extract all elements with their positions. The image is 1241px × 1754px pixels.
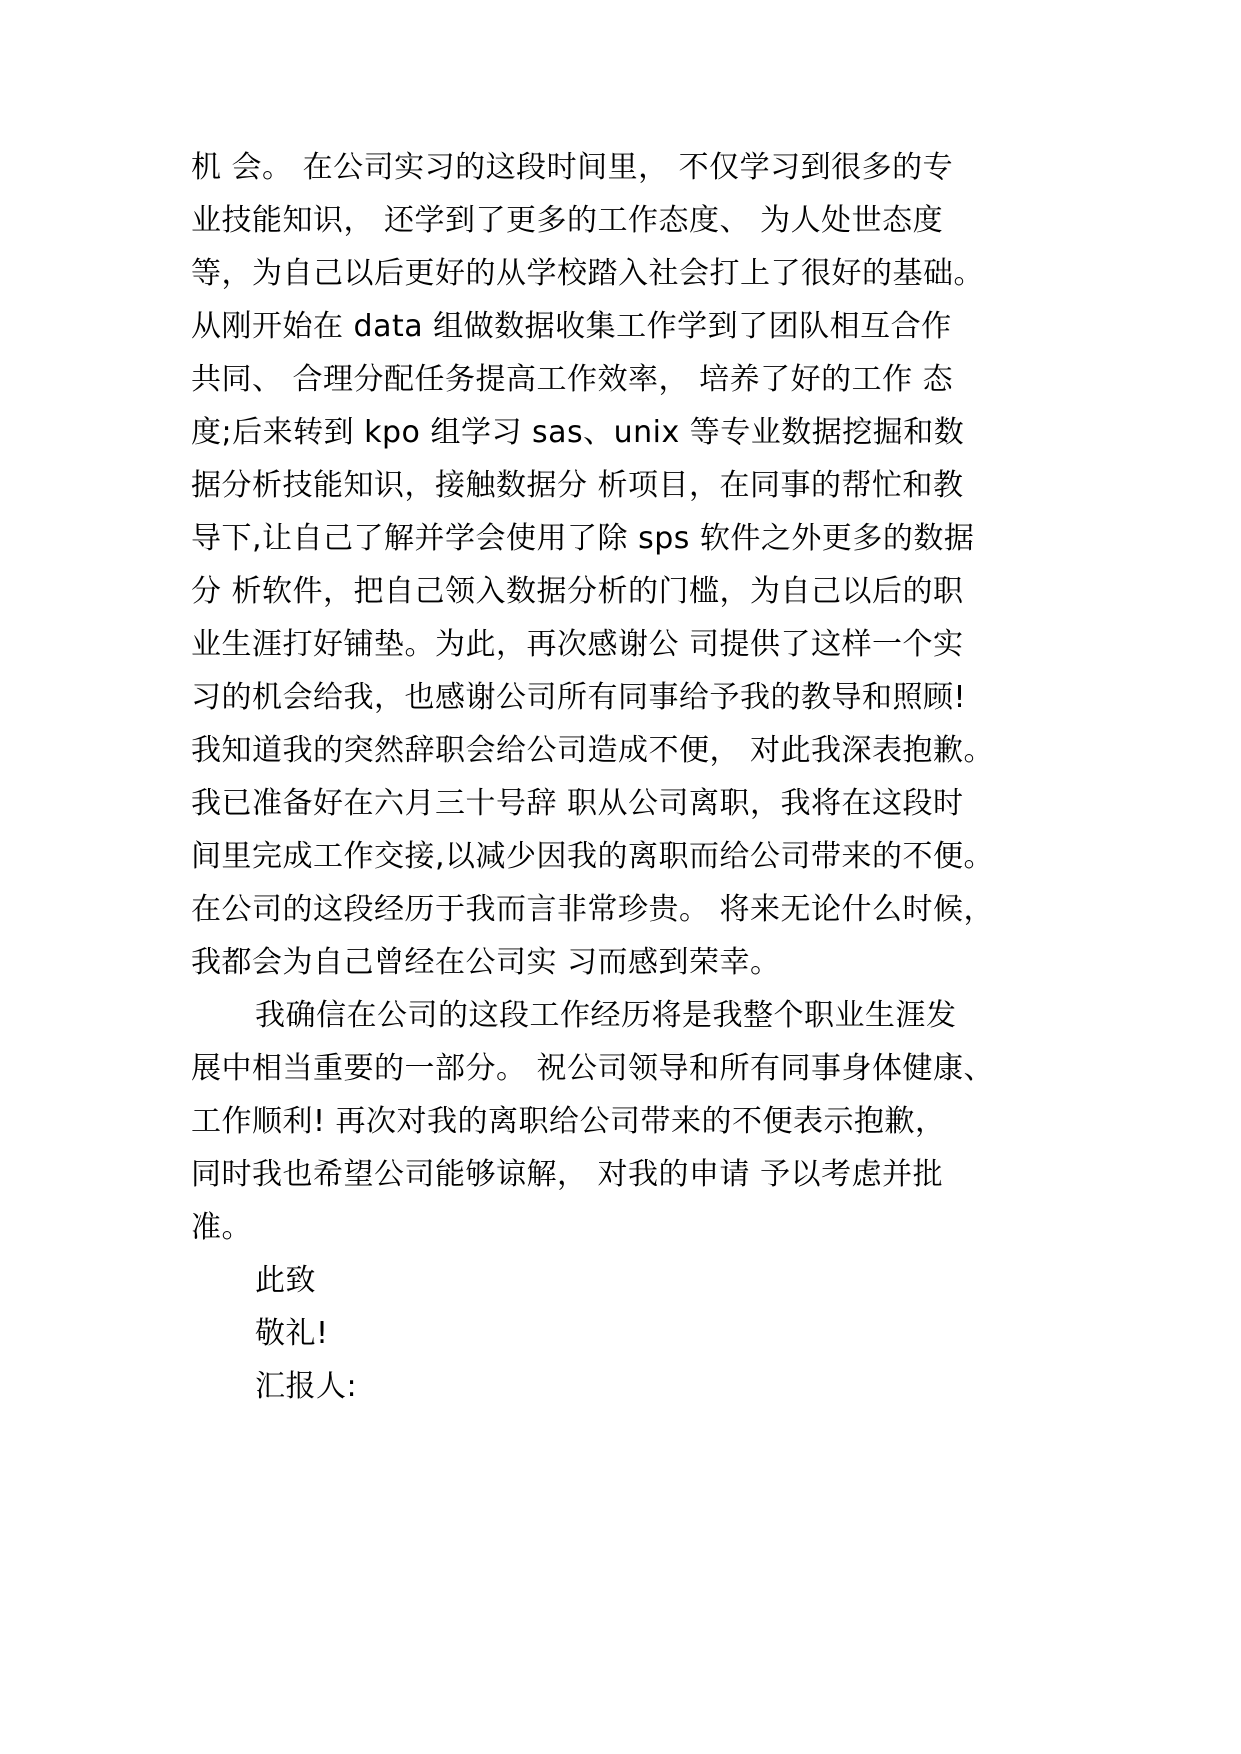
closing-salutation-1: 此致 xyxy=(255,1263,316,1298)
body-line: 同时我也希望公司能够谅解， 对我的申请 予以考虑并批 xyxy=(191,1157,944,1192)
body-line: 准。 xyxy=(191,1210,252,1245)
body-line: 度;后来转到 kpo 组学习 sas、unix 等专业数据挖掘和数 xyxy=(191,415,965,450)
body-line: 业生涯打好铺垫。为此，再次感谢公 司提供了这样一个实 xyxy=(191,627,964,662)
paragraph-start-line: 我确信在公司的这段工作经历将是我整个职业生涯发 xyxy=(255,998,957,1033)
body-line: 从刚开始在 data 组做数据收集工作学到了团队相互合作 xyxy=(191,309,952,344)
body-line: 等，为自己以后更好的从学校踏入社会打上了很好的基础。 xyxy=(191,256,984,291)
body-line: 业技能知识， 还学到了更多的工作态度、 为人处世态度 xyxy=(191,203,944,238)
reporter-label: 汇报人: xyxy=(255,1369,358,1404)
body-line: 展中相当重要的一部分。 祝公司领导和所有同事身体健康、 xyxy=(191,1051,995,1086)
body-line: 据分析技能知识，接触数据分 析项目，在同事的帮忙和教 xyxy=(191,468,964,503)
body-line: 机 会。 在公司实习的这段时间里， 不仅学习到很多的专 xyxy=(191,150,954,185)
body-line: 分 析软件，把自己领入数据分析的门槛，为自己以后的职 xyxy=(191,574,964,609)
body-line: 共同、 合理分配任务提高工作效率， 培养了好的工作 态 xyxy=(191,362,954,397)
body-line: 工作顺利! 再次对我的离职给公司带来的不便表示抱歉， xyxy=(191,1104,946,1139)
closing-salutation-2: 敬礼! xyxy=(255,1316,329,1351)
body-line: 习的机会给我，也感谢公司所有同事给予我的教导和照顾! xyxy=(191,680,967,715)
body-line: 我已准备好在六月三十号辞 职从公司离职，我将在这段时 xyxy=(191,786,964,821)
body-line: 我都会为自己曾经在公司实 习而感到荣幸。 xyxy=(191,945,781,980)
body-line: 我知道我的突然辞职会给公司造成不便， 对此我深表抱歉。 xyxy=(191,733,995,768)
body-line: 间里完成工作交接,以减少因我的离职而给公司带来的不便。 xyxy=(191,839,995,874)
body-line: 在公司的这段经历于我而言非常珍贵。 将来无论什么时候， xyxy=(191,892,995,927)
body-line: 导下,让自己了解并学会使用了除 sps 软件之外更多的数据 xyxy=(191,521,975,556)
